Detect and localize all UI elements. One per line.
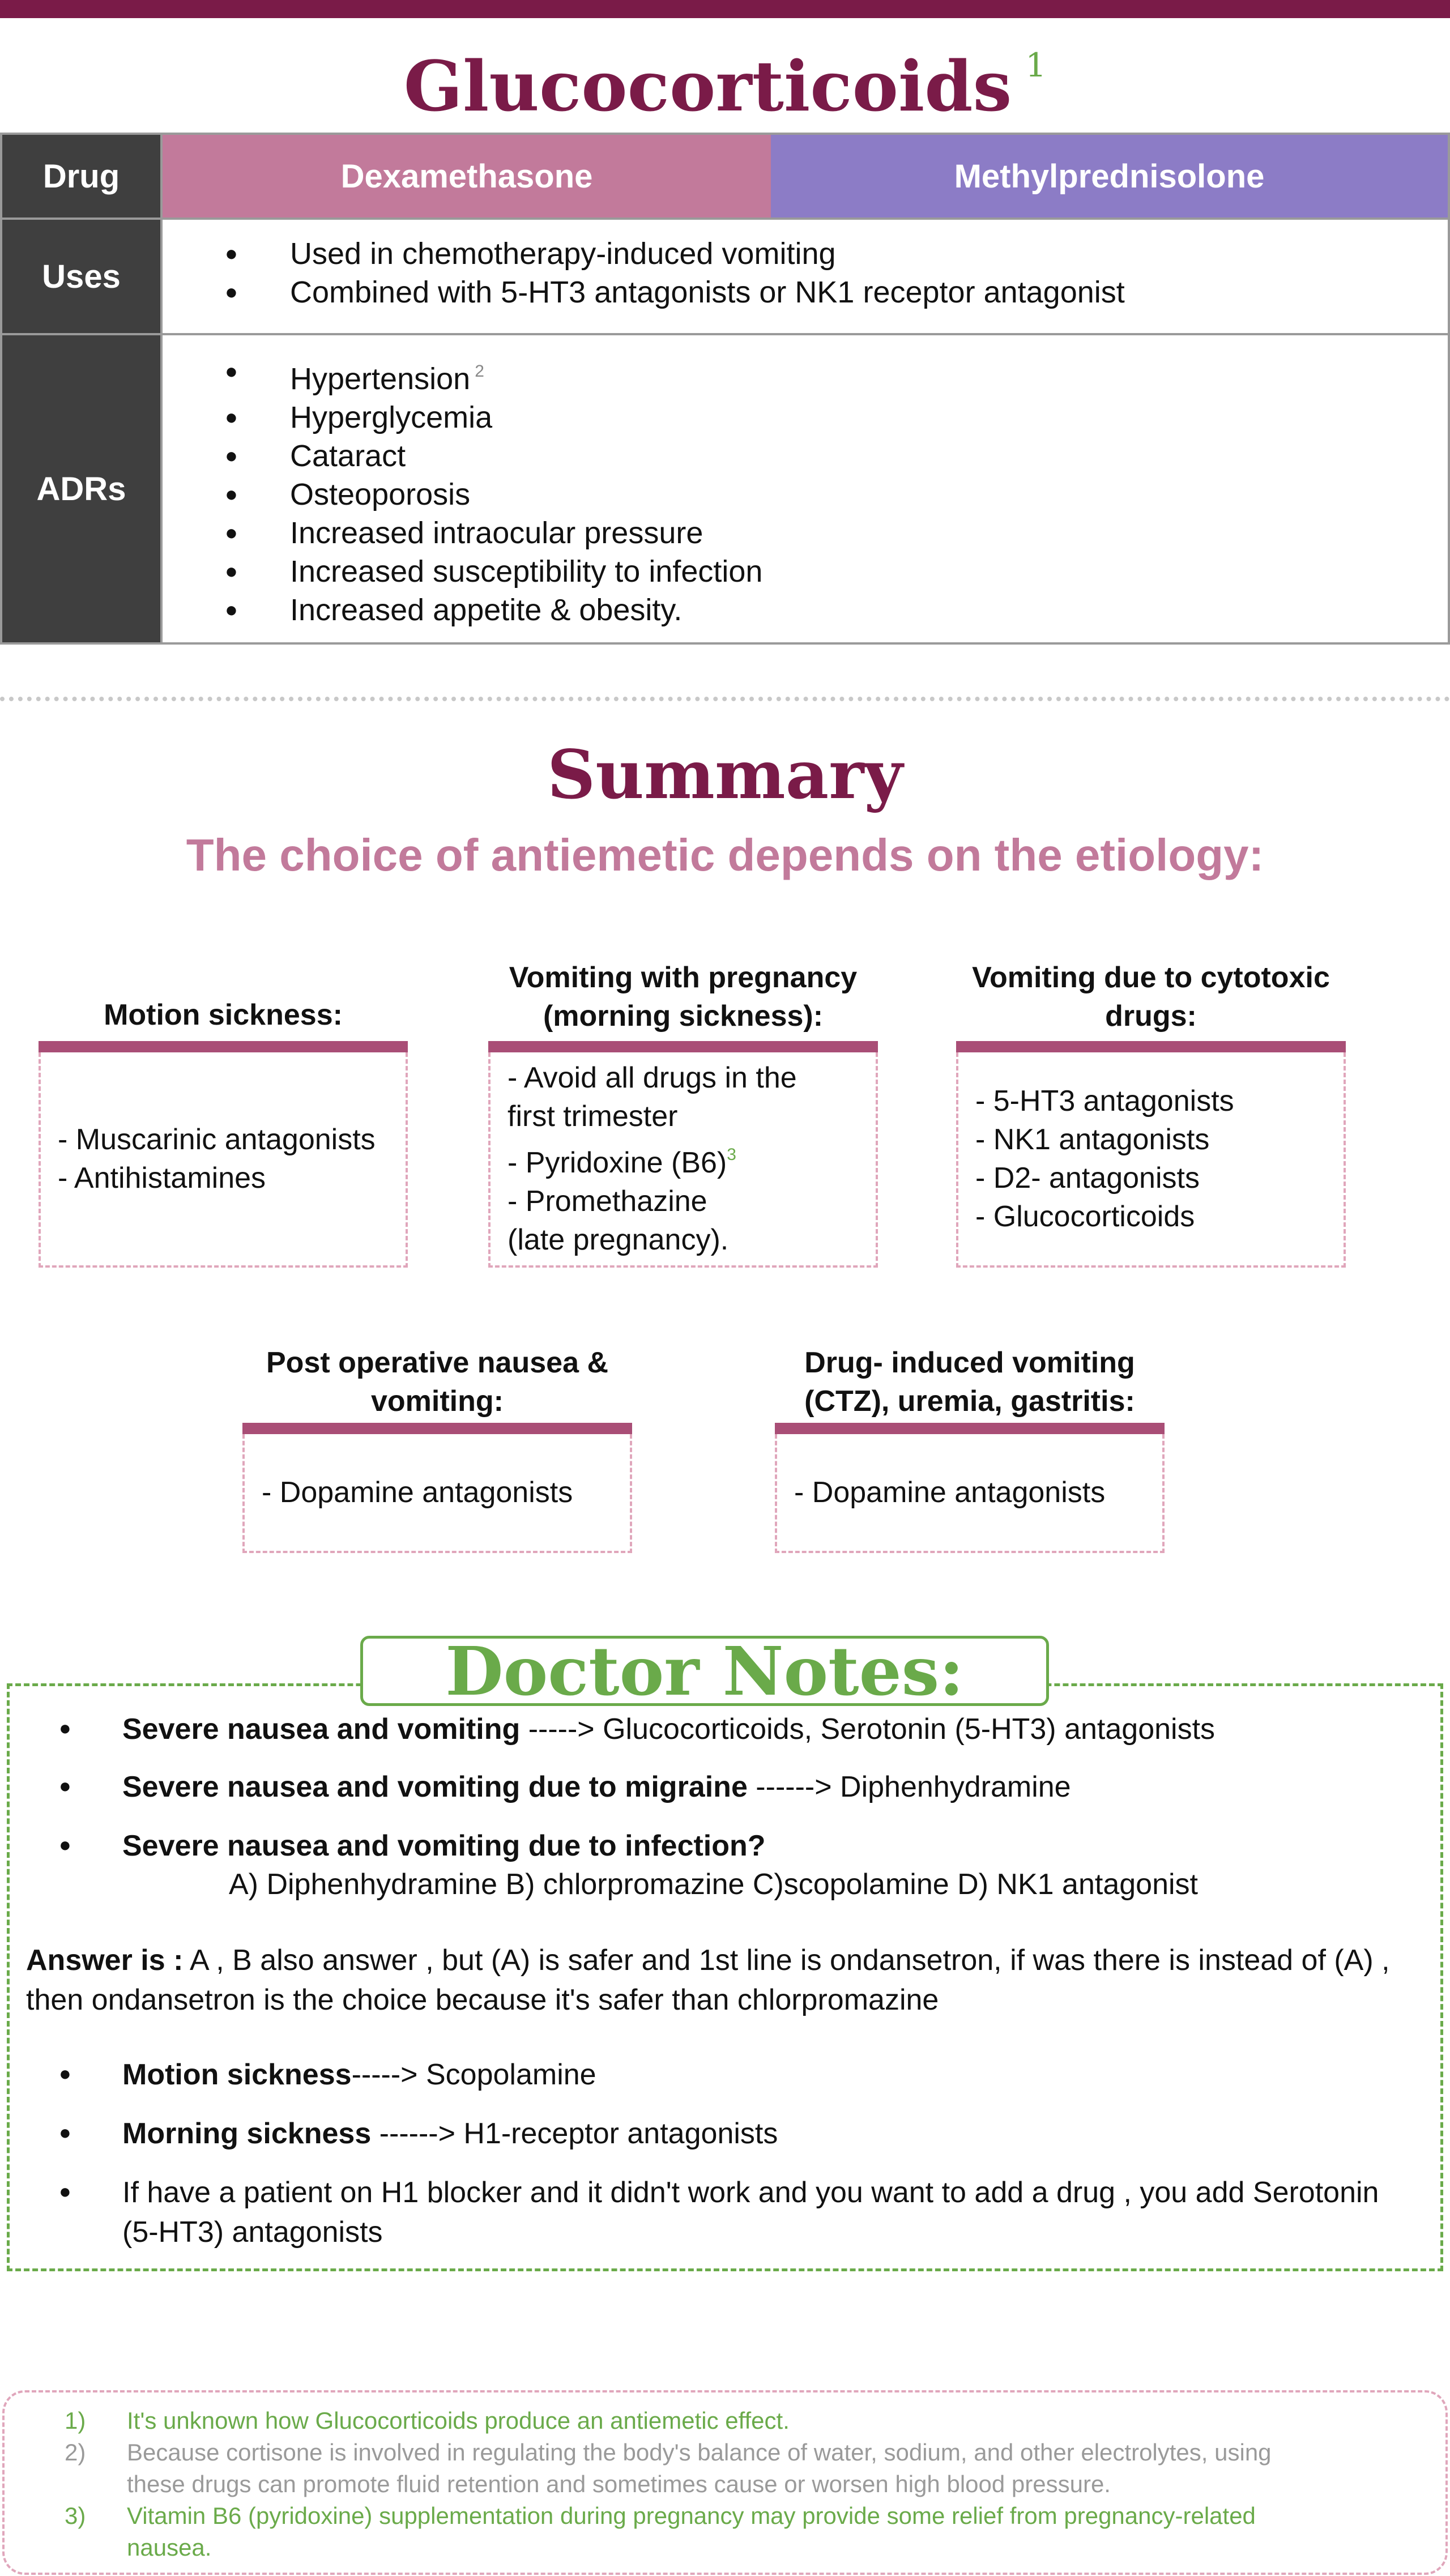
bullet-icon: ● (59, 1833, 71, 1856)
list-item: ● Increased intraocular pressure (225, 514, 1448, 552)
page-title: Glucocorticoids $^1$ (403, 45, 1047, 127)
row-header-adrs: ADRs (2, 335, 163, 642)
postop-heading: Post operative nausea & vomiting: (266, 1346, 608, 1418)
note-item: Severe nausea and vomiting due to infection? (122, 1829, 766, 1862)
row-header-uses: Uses (2, 220, 163, 333)
note-item: Morning sickness ------> H1-receptor antagonists (122, 2117, 778, 2150)
footnote-1: 1) It's unknown how Glucocorticoids produce an antiemetic effect. (65, 2407, 790, 2434)
box-line: first trimester (508, 1100, 678, 1133)
adrs-row (2, 333, 1448, 642)
drug-table (0, 133, 1450, 645)
heading-bar (775, 1423, 1165, 1434)
box-line: (late pregnancy). (508, 1223, 729, 1256)
box-line: - Dopamine antagonists (262, 1476, 573, 1509)
pregnancy-box (488, 1052, 878, 1268)
adrs-cell (163, 335, 1448, 642)
list-item: ● Increased susceptibility to infection (225, 552, 1448, 591)
motion-sickness-heading: Motion sickness: (104, 999, 343, 1031)
row-header-drug: Drug (2, 135, 163, 217)
top-accent-bar (0, 0, 1450, 18)
bullet-icon: ● (59, 2121, 71, 2144)
heading-bar (956, 1041, 1346, 1052)
list-item: ● Cataract (225, 437, 1448, 475)
box-line: - 5-HT3 antagonists (975, 1085, 1234, 1118)
postop-box (242, 1434, 632, 1553)
section-divider (0, 697, 1450, 701)
box-line: - Antihistamines (58, 1162, 266, 1195)
drug-induced-heading: Drug- induced vomiting (CTZ), uremia, gastritis: (804, 1346, 1135, 1418)
bullet-icon: ● (59, 1716, 71, 1739)
footnote-ref-1: 1 (1025, 46, 1047, 84)
note-item: Severe nausea and vomiting due to migraine ------> Diphenhydramine (122, 1771, 1071, 1803)
list-item: ● Hypertension $^2$ (225, 352, 1448, 398)
heading-bar (242, 1423, 632, 1434)
drug-induced-box (775, 1434, 1165, 1553)
box-line: - D2- antagonists (975, 1162, 1200, 1195)
box-line: - Avoid all drugs in the (508, 1061, 797, 1094)
heading-bar (39, 1041, 408, 1052)
box-line: - Muscarinic antagonists (58, 1123, 376, 1156)
summary-title: Summary (547, 735, 903, 814)
bullet-icon: ● (59, 2180, 71, 2203)
uses-cell (163, 220, 1448, 333)
bullet-icon: ● (59, 2062, 71, 2085)
list-item: ● Used in chemotherapy-induced vomiting (225, 234, 1448, 273)
box-line: - NK1 antagonists (975, 1123, 1210, 1156)
note-item: Motion sickness-----> Scopolamine (122, 2058, 596, 2091)
list-item: ● Osteoporosis (225, 475, 1448, 514)
footnote-3: 3) Vitamin B6 (pyridoxine) supplementation during pregnancy may provide some relief from pregnancy-related nausea. (65, 2502, 1256, 2561)
bullet-icon: ● (59, 1774, 71, 1797)
table-header-row (2, 135, 1448, 217)
cytotoxic-heading: Vomiting due to cytotoxic drugs: (972, 961, 1330, 1033)
column-methylprednisolone: Methylprednisolone (771, 135, 1448, 217)
doctor-notes-title: Doctor Notes: (360, 1636, 1049, 1706)
uses-row (2, 217, 1448, 333)
note-item: If have a patient on H1 blocker and it didn't work and you want to add a drug , you add Serotonin (5-HT3) antagonists (122, 2176, 1379, 2249)
pregnancy-heading: Vomiting with pregnancy (morning sickness): (509, 961, 858, 1033)
box-line: - Pyridoxine (B6)$^3$ (508, 1145, 736, 1179)
note-item: Severe nausea and vomiting -----> Glucocorticoids, Serotonin (5-HT3) antagonists (122, 1713, 1216, 1746)
cytotoxic-box (956, 1052, 1346, 1268)
footnote-ref-3: 3 (727, 1145, 736, 1164)
list-item: ● Increased appetite & obesity. (225, 591, 1448, 629)
motion-sickness-box (39, 1052, 408, 1268)
answer-text: Answer is : A , B also answer , but (A) is safer and 1st line is ondansetron, if was there is instead of (A) , then ondansetron is the choice because it's safer than chlorpromazine (26, 1944, 1390, 2016)
footnote-ref-2: 2 (475, 362, 484, 381)
list-item: ● Hyperglycemia (225, 398, 1448, 437)
box-line: - Dopamine antagonists (794, 1476, 1106, 1509)
list-item: ● Combined with 5-HT3 antagonists or NK1 receptor antagonist (225, 273, 1448, 312)
question-options: A) Diphenhydramine B) chlorpromazine C)scopolamine D) NK1 antagonist (229, 1868, 1198, 1901)
box-line: - Glucocorticoids (975, 1200, 1195, 1233)
footnote-2: 2) Because cortisone is involved in regulating the body's balance of water, sodium, and other electrolytes, using these drugs can promote fluid retention and sometimes cause or worsen high blood pressure. (65, 2439, 1272, 2497)
heading-bar (488, 1041, 878, 1052)
column-dexamethasone: Dexamethasone (163, 135, 771, 217)
summary-subtitle: The choice of antiemetic depends on the etiology: (186, 830, 1264, 880)
box-line: - Promethazine (508, 1185, 707, 1218)
